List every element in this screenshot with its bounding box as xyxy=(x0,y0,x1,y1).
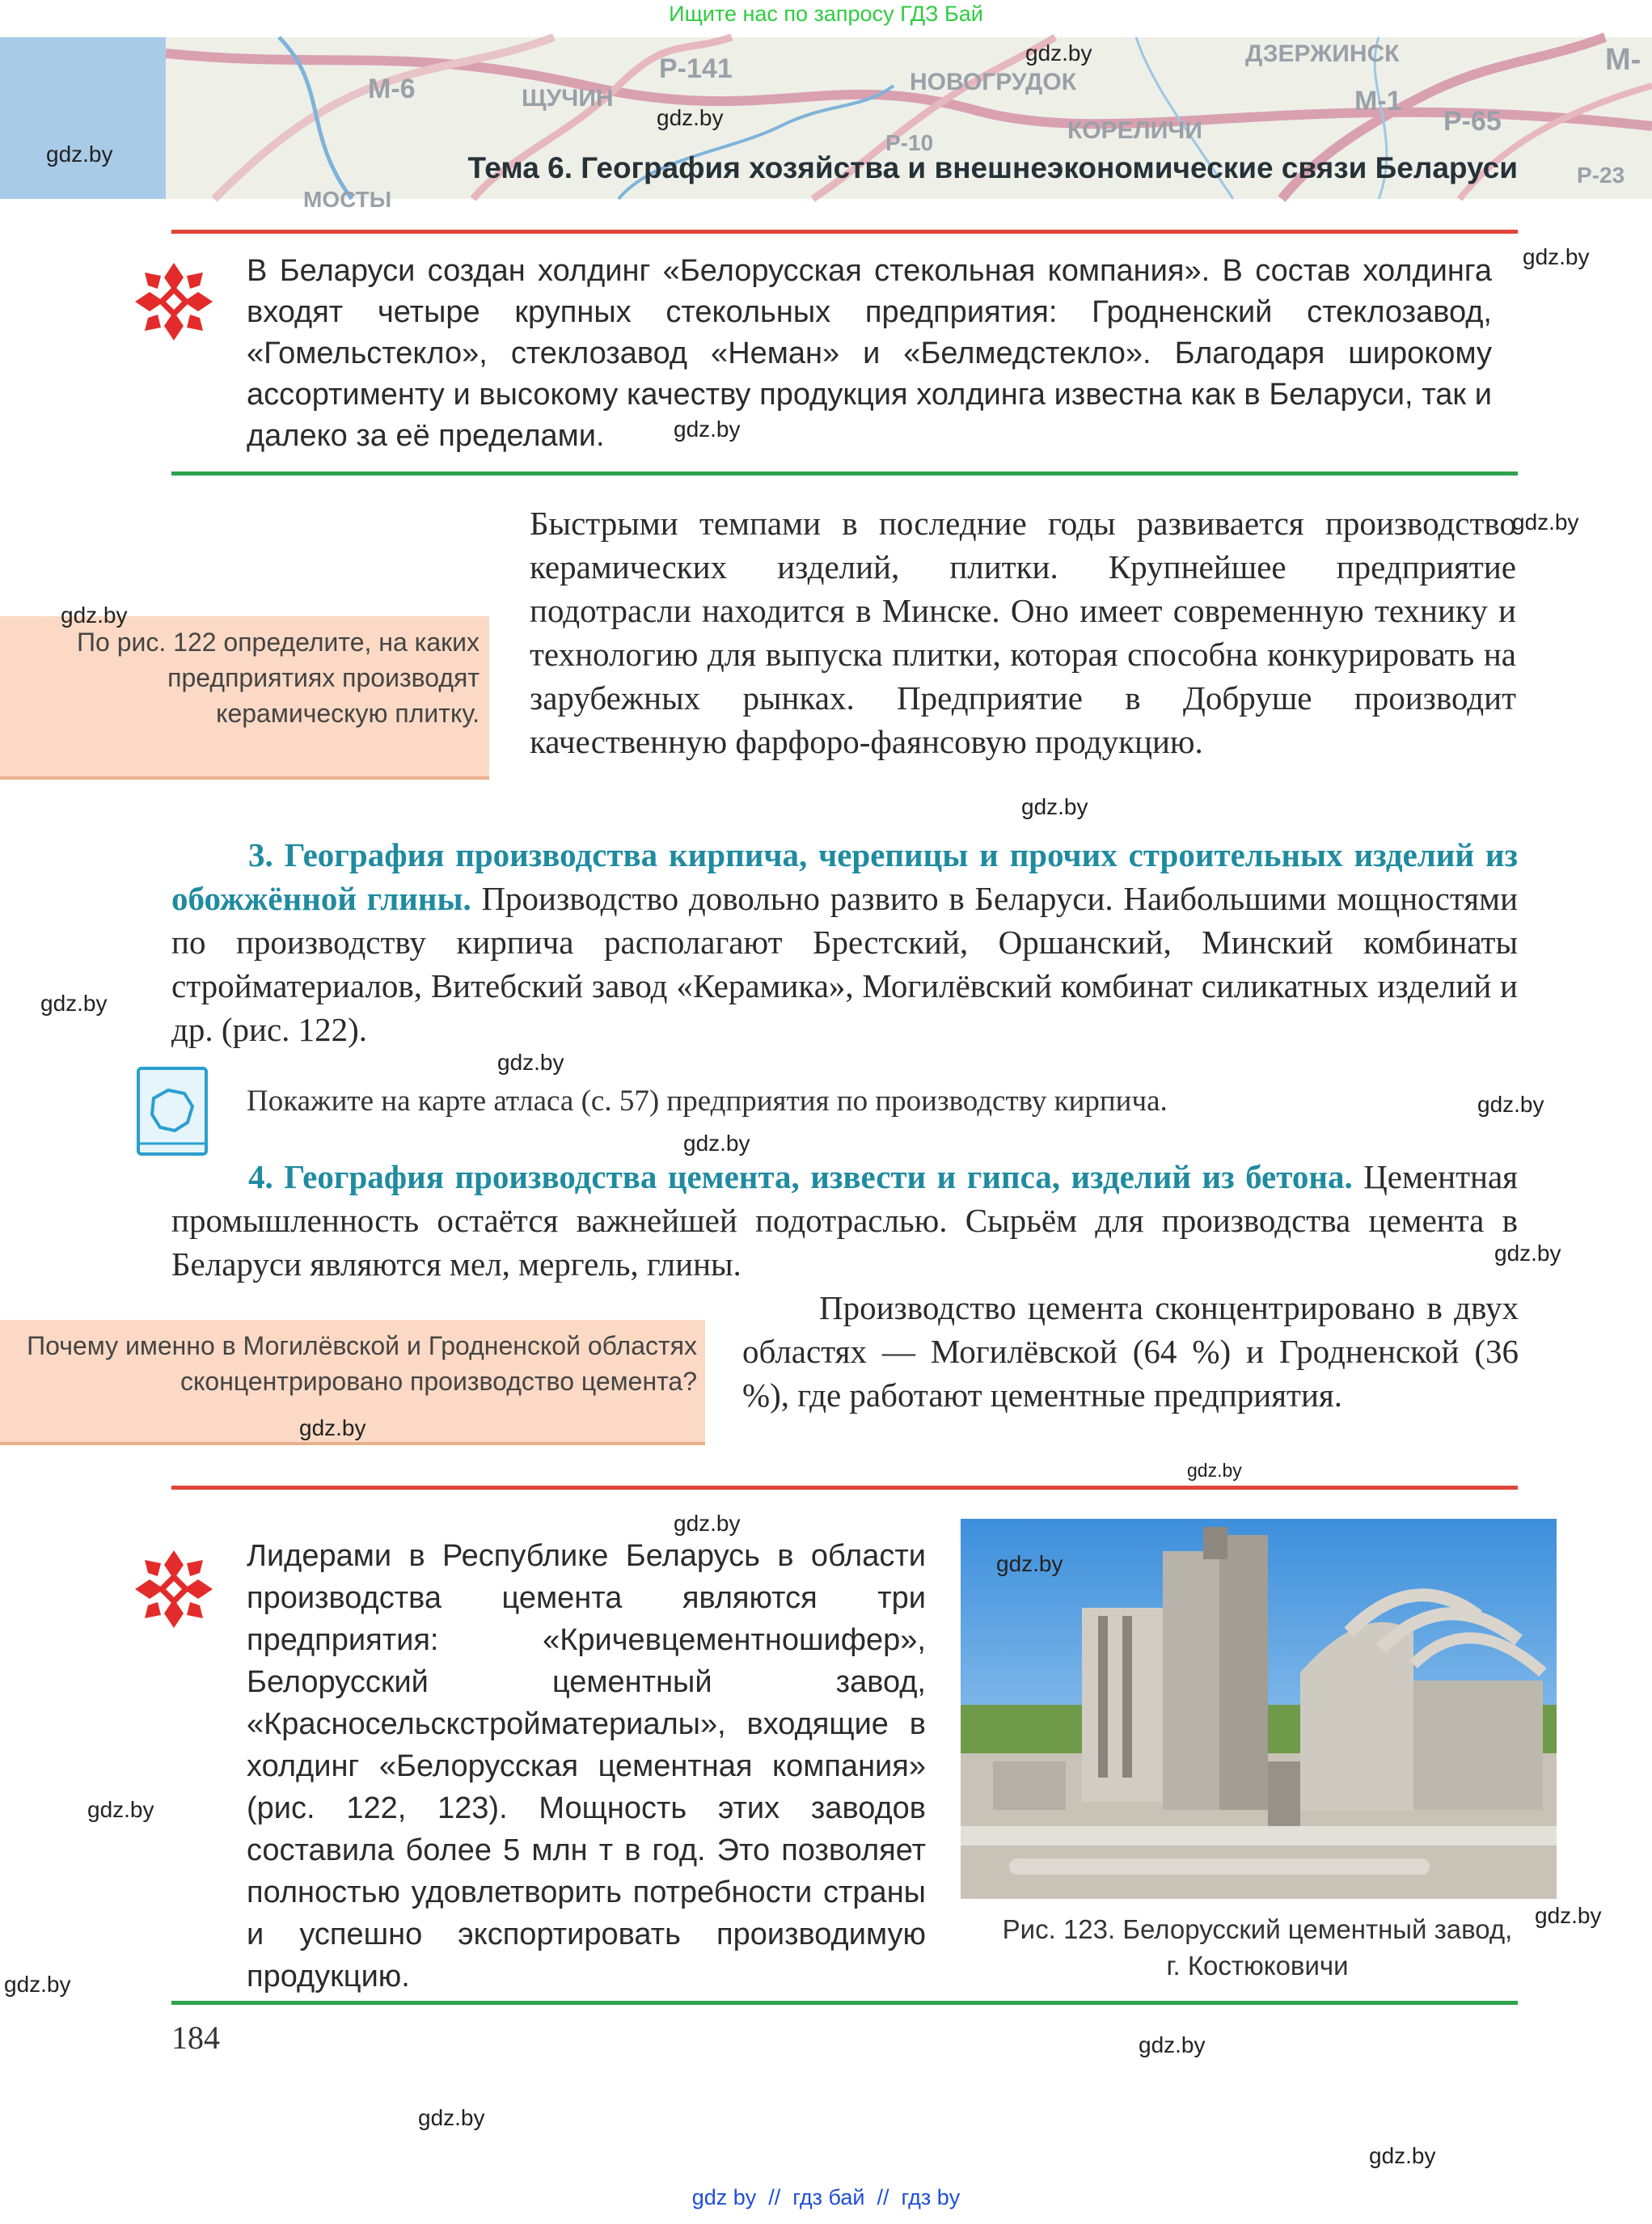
para1-text xyxy=(530,501,1516,763)
footer-links[interactable]: gdz by // гдз бай // гдз by xyxy=(691,2185,961,2209)
map-label-p10: Р-10 xyxy=(885,130,934,155)
box1-top-rule xyxy=(171,230,1518,234)
watermark: gdz.by xyxy=(1477,1092,1544,1117)
watermark: gdz.by xyxy=(418,2105,485,2130)
map-label-p141: Р-141 xyxy=(659,53,733,84)
atlas-book-icon xyxy=(136,1066,209,1156)
section3-paragraph xyxy=(171,833,1518,1051)
watermark: gdz.by xyxy=(299,1415,366,1440)
ornament-icon xyxy=(133,261,214,342)
para1-body: Быстрыми темпами в последние годы развивается производство керамических изделий, плитки. Крупнейшее предприятие подотрасли находится в Минске. Оно имеет современную технику и технологию для выпуска плитки, которая способна конкурировать на зарубежных рынках. Предприятие в Добруше производит качественную фарфоро-фаянсовую продукцию. xyxy=(530,505,1516,760)
box2-text: Лидерами в Республике Беларусь в области производства цемента являются три предприятия: «Кричевцементношифер», Белорусский цементный завод, «Красносельскстройматериалы», входящие в холдинг «Белорусская цементная компания» (рис. 122, 123). Мощность этих заводов составила более 5 млн т в год. Это позволяет полностью удовлетворить потребности страны и успешно экспортировать производимую продукцию. xyxy=(247,1539,926,1994)
watermark: gdz.by xyxy=(1512,509,1579,535)
section4-heading: 4. География производства цемента, извести и гипса, изделий из бетона. xyxy=(248,1158,1353,1195)
section4-body: Цементная промышленность остаётся важнейшей подотраслью. Сырьём для производства цемента в Беларуси являются мел, мергель, глины. xyxy=(171,1158,1518,1283)
box2-top-rule xyxy=(171,1486,1518,1490)
watermark: gdz.by xyxy=(674,1511,741,1536)
watermark: gdz.by xyxy=(1021,794,1088,819)
para2-text: Производство цемента сконцентрировано в двух областях — Могилёвской (64 %) и Гродненской (36 %), где работают цементные предприятия. xyxy=(742,1289,1519,1414)
box1-text: В Беларуси создан холдинг «Белорусская стекольная компания». В состав холдинга входят четыре крупных стекольных предприятия: Гродненский стеклозавод, «Гомельстекло», стеклозавод «Неман» и «Белмедстекло». Благодаря широкому ассортименту и высокому качеству продукция холдинга известна как в Беларуси, так и далеко за её пределами. xyxy=(247,254,1492,453)
watermark: gdz.by xyxy=(46,142,113,167)
figure-caption-line2: г. Костюковичи xyxy=(1166,1951,1349,1981)
watermark: gdz.by xyxy=(1187,1460,1242,1481)
map-label-dzerzhinsk: ДЗЕРЖИНСК xyxy=(1245,40,1400,67)
note-question-tile-text: По рис. 122 определите, на каких предприятиях производят керамическую плитку. xyxy=(77,628,480,728)
page-title: Тема 6. География хозяйства и внешнеэкономические связи Беларуси xyxy=(467,151,1518,184)
box1-bottom-rule xyxy=(171,471,1518,476)
map-label-schuchin: ЩУЧИН xyxy=(522,85,614,112)
ornament-icon-2 xyxy=(133,1549,214,1630)
watermark: gdz.by xyxy=(4,1972,71,1997)
map-label-m-edge: М- xyxy=(1605,43,1641,77)
figure-caption-line1: Рис. 123. Белорусский цементный завод, xyxy=(1002,1914,1513,1944)
map-label-p23: Р-23 xyxy=(1577,163,1625,188)
page-number: 184 xyxy=(171,2019,220,2056)
map-label-novogrudok: НОВОГРУДОК xyxy=(910,69,1077,95)
watermark: gdz.by xyxy=(40,991,108,1016)
atlas-task-text: Покажите на карте атласа (с. 57) предприятия по производству кирпича. xyxy=(247,1085,1168,1118)
watermark: gdz.by xyxy=(497,1050,564,1075)
map-label-korelichi: КОРЕЛИЧИ xyxy=(1067,117,1202,144)
watermark: gdz.by xyxy=(1369,2143,1436,2168)
watermark: gdz.by xyxy=(1523,244,1590,269)
section3-body: Производство довольно развито в Беларуси. Наибольшими мощностями по производству кирпича располагают Брестский, Оршанский, Минский комбинаты стройматериалов, Витебский завод «Керамика», Могилёвский комбинат силикатных изделий и др. (рис. 122). xyxy=(171,880,1519,1048)
map-label-m1: М-1 xyxy=(1354,86,1402,116)
map-label-mosty: МОСТЫ xyxy=(303,187,392,212)
watermark: gdz.by xyxy=(1535,1903,1602,1928)
note-question-cement-text: Почему именно в Могилёвской и Гродненской областях сконцентрировано производство цемента? xyxy=(27,1331,697,1396)
watermark: gdz.by xyxy=(87,1797,154,1822)
figure-caption xyxy=(982,1911,1532,1984)
top-search-link[interactable]: Ищите нас по запросу ГДЗ Бай xyxy=(669,2,983,26)
map-label-p65: Р-65 xyxy=(1443,106,1502,137)
section3-heading: 3. География производства кирпича, черепицы и прочих строительных изделий из обожжённой глины. xyxy=(171,836,1518,917)
watermark: gdz.by xyxy=(1025,40,1092,66)
map-label-m6: М-6 xyxy=(368,74,416,104)
watermark: gdz.by xyxy=(657,105,724,130)
section4-paragraph xyxy=(171,1155,1518,1286)
watermark: gdz.by xyxy=(1139,2032,1206,2057)
watermark: gdz.by xyxy=(61,603,128,628)
watermark: gdz.by xyxy=(674,416,741,442)
watermark: gdz.by xyxy=(1494,1241,1561,1266)
watermark: gdz.by xyxy=(996,1551,1063,1576)
watermark: gdz.by xyxy=(683,1131,750,1156)
box2-bottom-rule xyxy=(171,2001,1518,2005)
note-question-tile xyxy=(0,616,489,780)
header-blue-tab xyxy=(0,37,166,199)
